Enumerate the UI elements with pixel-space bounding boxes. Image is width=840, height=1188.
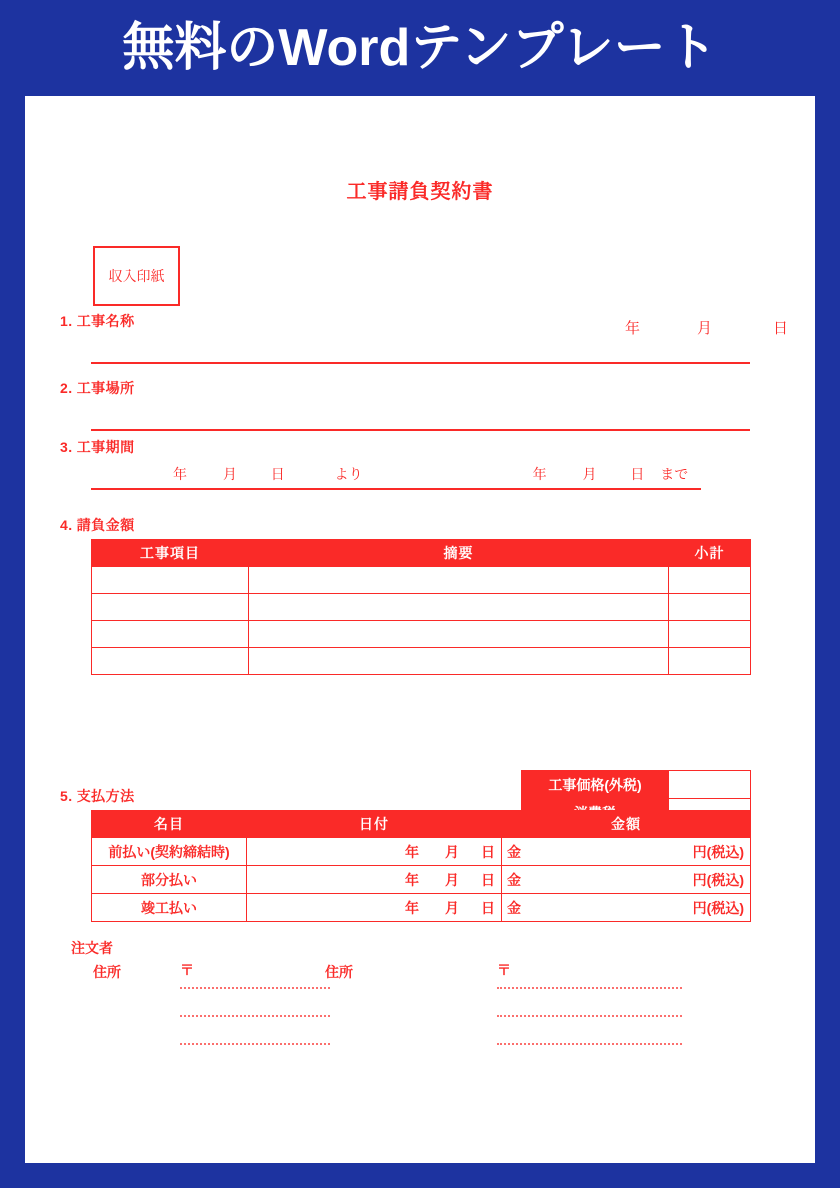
section-3-input-rule[interactable] (91, 488, 701, 490)
table-row (92, 648, 751, 675)
address-dotted-line-right-3[interactable] (497, 1043, 682, 1045)
period-end-year-label: 年 (532, 466, 547, 482)
postal-mark-icon-left: 〒 (180, 962, 194, 978)
document-date-line (625, 317, 815, 338)
table-header-row (92, 811, 751, 838)
table-row (92, 567, 751, 594)
section-number-3: 3. (60, 439, 73, 455)
payment-year-label: 年 (405, 899, 419, 916)
date-day-label: 日 (773, 320, 789, 337)
section-2-input-rule[interactable] (91, 429, 750, 431)
revenue-stamp-label: 収入印紙 (108, 268, 165, 284)
address-dotted-line-left-1[interactable] (180, 987, 330, 989)
section-label-5: 支払方法 (76, 788, 135, 804)
cell-construction-item[interactable] (92, 567, 249, 594)
payment-day-label: 日 (481, 871, 495, 888)
column-header-payment-name: 名目 (92, 811, 247, 838)
orderer-heading: 注文者 (71, 940, 113, 956)
contract-amount-table (91, 539, 751, 675)
address-dotted-line-right-1[interactable] (497, 987, 682, 989)
payment-amount-suffix: 円(税込) (692, 871, 744, 888)
summary-label-construction-price-excl-tax: 工事価格(外税) (522, 771, 669, 799)
payment-method-table (91, 810, 751, 922)
column-header-payment-amount: 金額 (502, 811, 751, 838)
postal-mark-icon-right: 〒 (497, 962, 511, 978)
payment-amount-suffix: 円(税込) (692, 843, 744, 860)
cell-payment-amount[interactable] (502, 866, 751, 894)
section-heading-construction-name (60, 311, 135, 331)
section-number-5: 5. (60, 788, 73, 804)
address-dotted-line-left-2[interactable] (180, 1015, 330, 1017)
page-banner (0, 0, 840, 96)
cell-subtotal[interactable] (669, 567, 751, 594)
table-row (92, 594, 751, 621)
address-label-right: 住所 (325, 964, 353, 980)
payment-month-label: 月 (445, 843, 459, 860)
section-number-4: 4. (60, 517, 73, 533)
section-label-3: 工事期間 (76, 439, 135, 455)
column-header-construction-item: 工事項目 (92, 540, 249, 567)
section-number-1: 1. (60, 313, 73, 329)
address-label-left: 住所 (93, 964, 121, 980)
table-row (92, 621, 751, 648)
period-start-day-label: 日 (270, 466, 285, 482)
cell-construction-item[interactable] (92, 648, 249, 675)
banner-title: 無料のWordテンプレート (122, 19, 718, 77)
cell-payment-date[interactable] (247, 894, 502, 922)
cell-construction-item[interactable] (92, 621, 249, 648)
table-row (522, 771, 751, 799)
section-number-2: 2. (60, 380, 73, 396)
cell-description[interactable] (249, 648, 669, 675)
cell-subtotal[interactable] (669, 621, 751, 648)
summary-value-construction-price-excl-tax[interactable] (669, 771, 751, 799)
cell-payment-name: 竣工払い (92, 894, 247, 922)
column-header-subtotal: 小計 (669, 540, 751, 567)
payment-year-label: 年 (405, 843, 419, 860)
date-month-label: 月 (697, 320, 713, 337)
table-header-row (92, 540, 751, 567)
section-label-2: 工事場所 (76, 380, 135, 396)
section-label-1: 工事名称 (76, 313, 135, 329)
cell-description[interactable] (249, 621, 669, 648)
cell-payment-date[interactable] (247, 838, 502, 866)
payment-amount-prefix: 金 (507, 843, 521, 860)
section-label-4: 請負金額 (76, 517, 135, 533)
payment-day-label: 日 (481, 843, 495, 860)
payment-month-label: 月 (445, 871, 459, 888)
address-dotted-line-left-3[interactable] (180, 1043, 330, 1045)
cell-subtotal[interactable] (669, 594, 751, 621)
revenue-stamp-box (93, 246, 180, 306)
column-header-description: 摘要 (249, 540, 669, 567)
table-row (92, 866, 751, 894)
table-row (92, 838, 751, 866)
period-start-month-label: 月 (222, 466, 237, 482)
section-1-input-rule[interactable] (91, 362, 750, 364)
period-from-label: より (334, 466, 363, 482)
section-heading-contract-amount (60, 515, 135, 535)
section-heading-construction-site (60, 378, 135, 398)
payment-amount-prefix: 金 (507, 899, 521, 916)
cell-payment-amount[interactable] (502, 894, 751, 922)
document-title: 工事請負契約書 (346, 181, 494, 203)
cell-payment-name: 前払い(契約締結時) (92, 838, 247, 866)
cell-description[interactable] (249, 567, 669, 594)
address-dotted-line-right-2[interactable] (497, 1015, 682, 1017)
section-heading-construction-period (60, 437, 135, 457)
construction-period-row (91, 464, 701, 484)
period-start-year-label: 年 (173, 466, 187, 482)
cell-payment-name: 部分払い (92, 866, 247, 894)
date-year-label: 年 (625, 320, 641, 337)
period-end-month-label: 月 (582, 466, 597, 482)
payment-day-label: 日 (481, 899, 495, 916)
section-heading-payment-method (60, 786, 135, 806)
payment-amount-prefix: 金 (507, 871, 521, 888)
period-to-label: まで (660, 466, 689, 482)
payment-month-label: 月 (445, 899, 459, 916)
payment-amount-suffix: 円(税込) (692, 899, 744, 916)
cell-construction-item[interactable] (92, 594, 249, 621)
column-header-payment-date: 日付 (247, 811, 502, 838)
cell-payment-amount[interactable] (502, 838, 751, 866)
period-end-day-label: 日 (630, 466, 645, 482)
cell-payment-date[interactable] (247, 866, 502, 894)
cell-subtotal[interactable] (669, 648, 751, 675)
document-page (25, 96, 815, 1163)
payment-year-label: 年 (405, 871, 419, 888)
table-row (92, 894, 751, 922)
cell-description[interactable] (249, 594, 669, 621)
